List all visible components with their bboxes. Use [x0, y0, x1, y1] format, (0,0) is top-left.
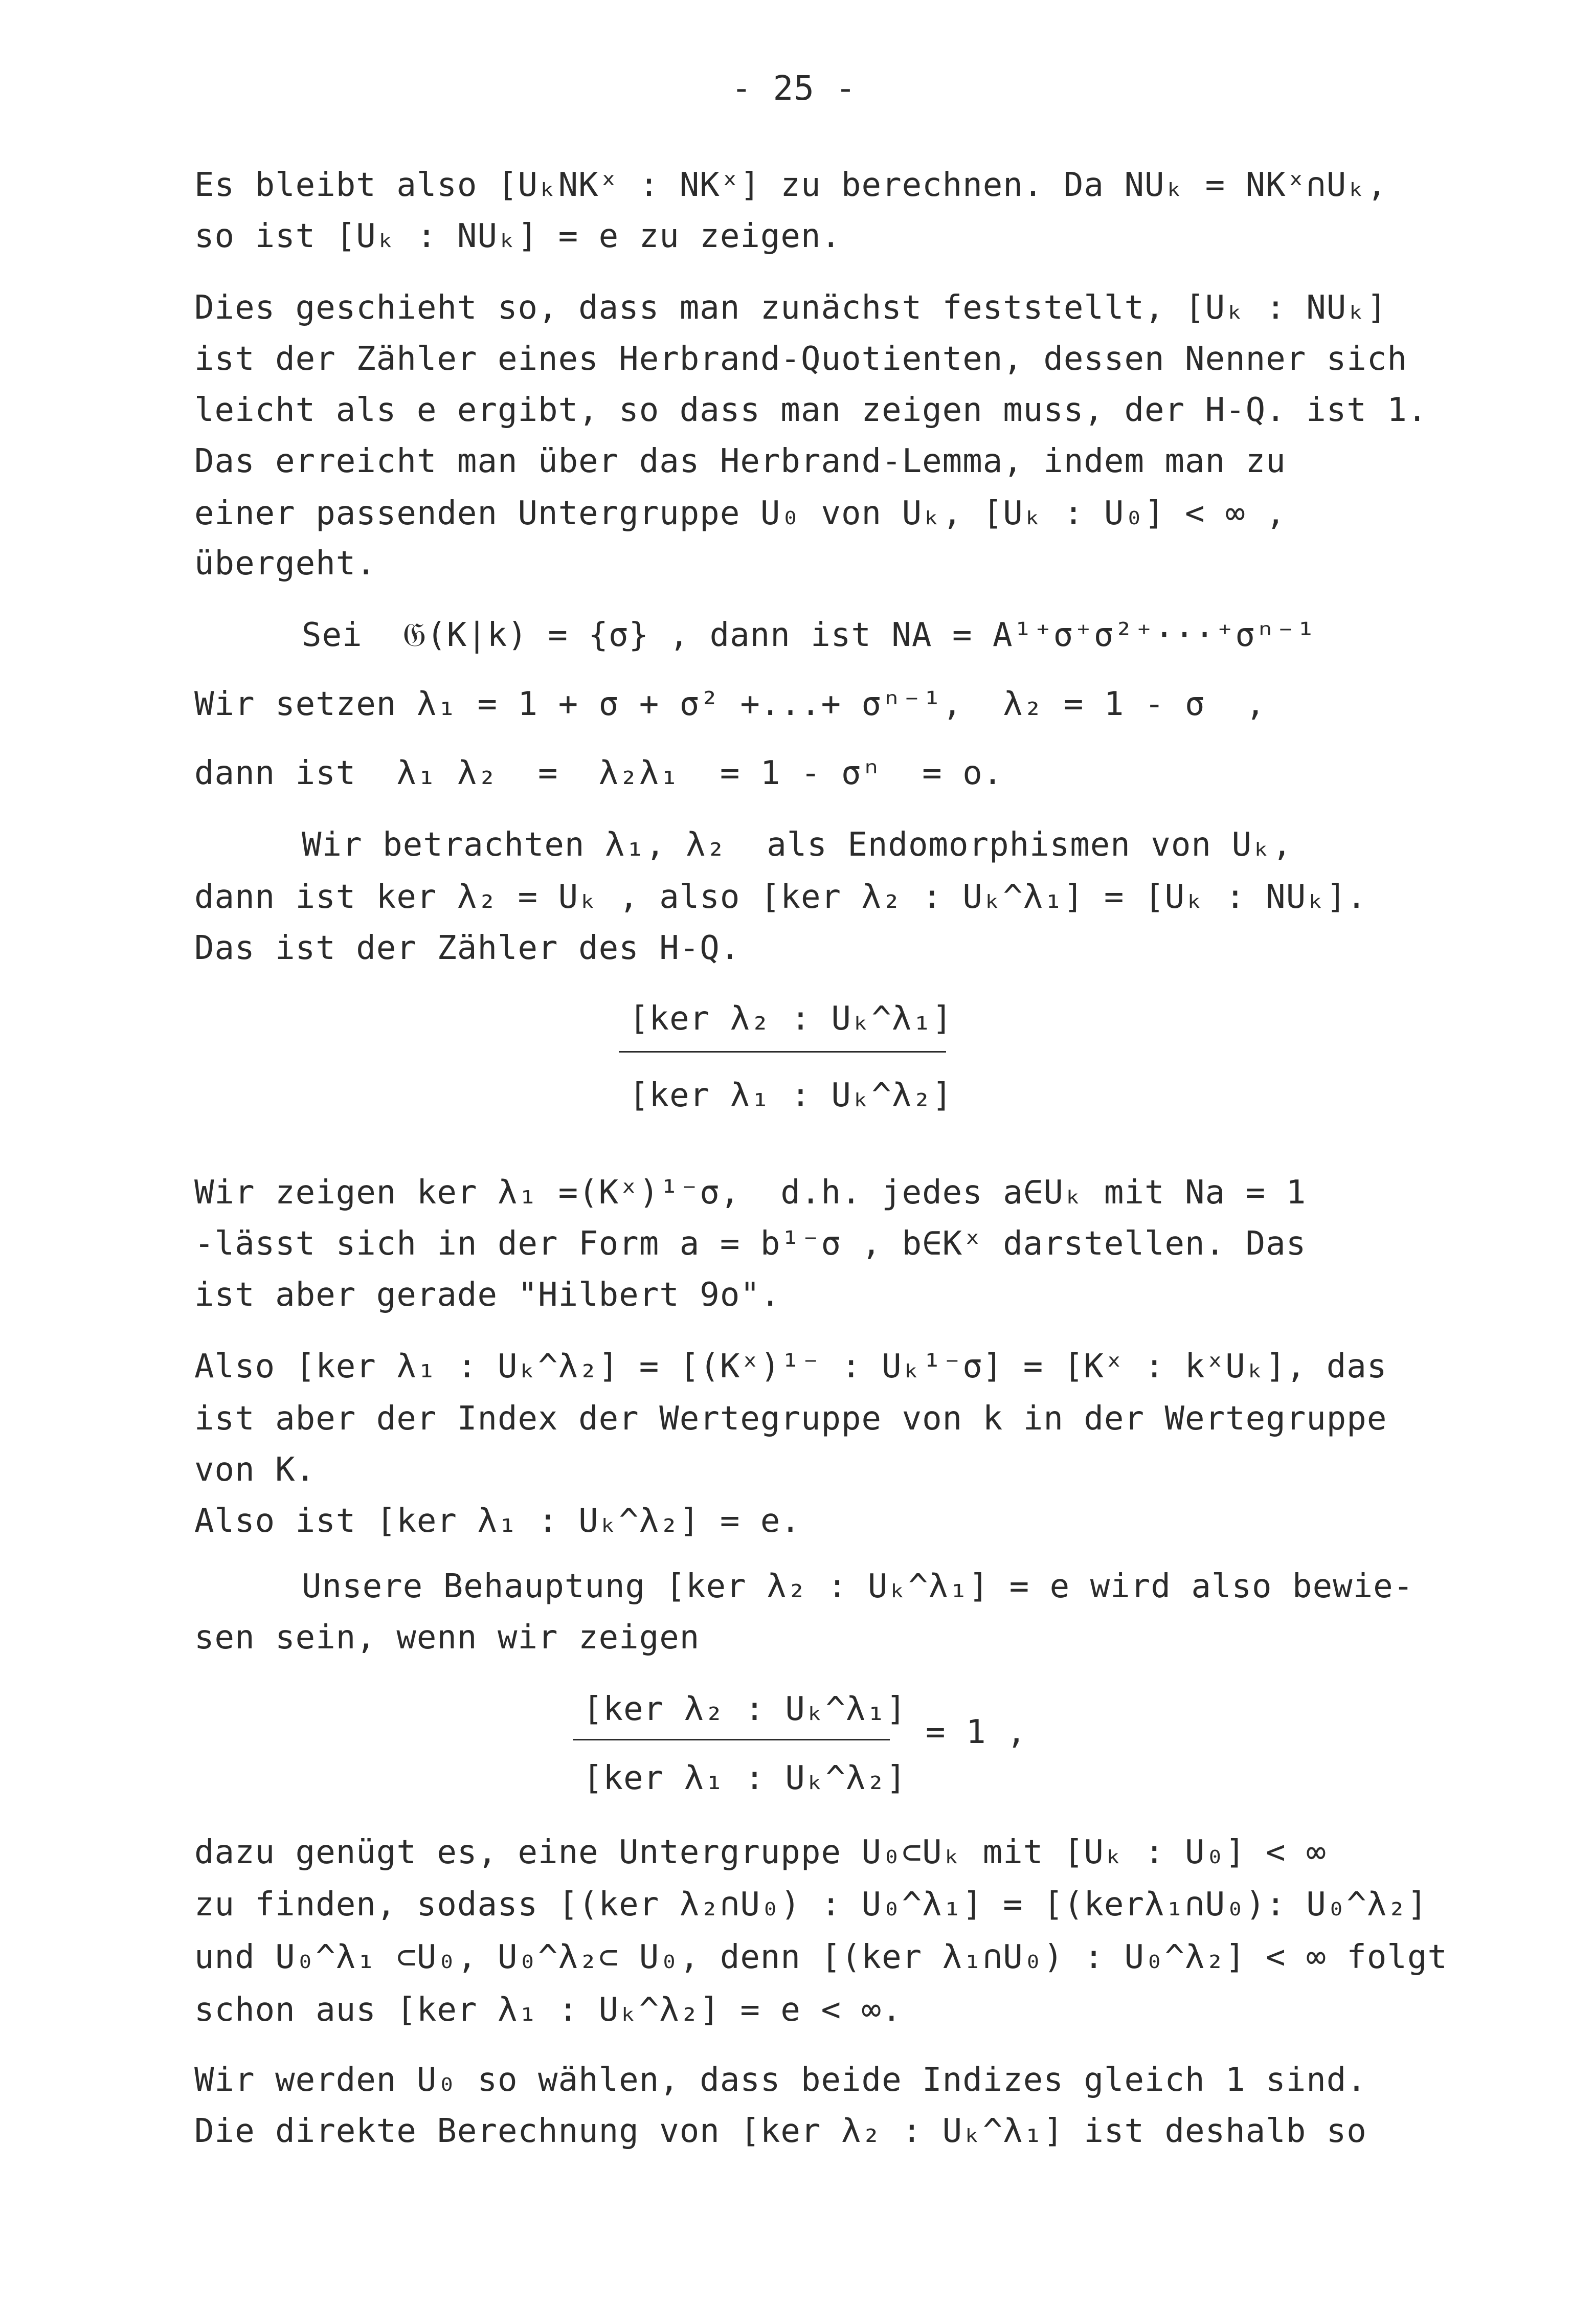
text-line-5: leicht als e ergibt, so dass man zeigen muss, der H-Q. ist 1.	[194, 391, 1428, 429]
text-line-29: dazu genügt es, eine Untergruppe U₀⊂Uₖ mit [Uₖ : U₀] < ∞	[194, 1834, 1327, 1871]
text-line-7: einer passenden Untergruppe U₀ von Uₖ, [Uₖ : U₀] < ∞ ,	[194, 495, 1286, 532]
text-line-31: und U₀^λ₁ ⊂U₀, U₀^λ₂⊂ U₀, denn [(ker λ₁∩U₀) : U₀^λ₂] < ∞ folgt	[194, 1938, 1448, 1976]
text-line-13: dann ist ker λ₂ = Uₖ , also [ker λ₂ : Uₖ^λ₁] = [Uₖ : NUₖ].	[194, 878, 1367, 916]
fraction-2-result: = 1 ,	[926, 1713, 1027, 1751]
text-line-17: Wir zeigen ker λ₁ =(Kˣ)¹⁻σ, d.h. jedes a∈Uₖ mit Na = 1	[194, 1174, 1307, 1212]
text-line-23: Also ist [ker λ₁ : Uₖ^λ₂] = e.	[194, 1502, 801, 1540]
text-line-33: Wir werden U₀ so wählen, dass beide Indizes gleich 1 sind.	[194, 2061, 1367, 2099]
text-line-12: Wir betrachten λ₁, λ₂ als Endomorphismen von Uₖ,	[302, 826, 1293, 864]
text-line-20: Also [ker λ₁ : Uₖ^λ₂] = [(Kˣ)¹⁻ : Uₖ¹⁻σ] = [Kˣ : kˣUₖ], das	[194, 1348, 1387, 1386]
text-line-22: von K.	[194, 1451, 316, 1489]
text-line-34: Die direkte Berechnung von [ker λ₂ : Uₖ^λ₁] ist deshalb so	[194, 2112, 1367, 2150]
text-line-2: so ist [Uₖ : NUₖ] = e zu zeigen.	[194, 217, 841, 255]
fraction-1-numerator: [ker λ₂ : Uₖ^λ₁]	[629, 1000, 953, 1038]
text-line-18: -lässt sich in der Form a = b¹⁻σ , b∈Kˣ darstellen. Das	[194, 1225, 1307, 1263]
text-line-21: ist aber der Index der Wertegruppe von k in der Wertegruppe	[194, 1400, 1387, 1438]
fraction-2-numerator: [ker λ₂ : Uₖ^λ₁]	[583, 1690, 907, 1728]
fraction-1-denominator: [ker λ₁ : Uₖ^λ₂]	[629, 1077, 953, 1114]
text-line-24: Unsere Behauptung [ker λ₂ : Uₖ^λ₁] = e wird also bewie-	[302, 1568, 1414, 1605]
text-line-8: übergeht.	[194, 545, 376, 583]
fraction-2-denominator: [ker λ₁ : Uₖ^λ₂]	[583, 1759, 907, 1797]
fraction-2-bar	[573, 1739, 890, 1740]
text-line-25: sen sein, wenn wir zeigen	[194, 1619, 700, 1657]
text-line-4: ist der Zähler eines Herbrand-Quotienten, dessen Nenner sich	[194, 340, 1407, 378]
text-line-3: Dies geschieht so, dass man zunächst feststellt, [Uₖ : NUₖ]	[194, 289, 1387, 327]
fraction-1-bar	[619, 1051, 946, 1053]
text-line-32: schon aus [ker λ₁ : Uₖ^λ₂] = e < ∞.	[194, 1991, 902, 2029]
text-line-6: Das erreicht man über das Herbrand-Lemma, indem man zu	[194, 442, 1286, 480]
text-line-19: ist aber gerade "Hilbert 9o".	[194, 1276, 781, 1314]
text-line-11: dann ist λ₁ λ₂ = λ₂λ₁ = 1 - σⁿ = o.	[194, 754, 1003, 792]
text-line-9: Sei 𝔊(K|k) = {σ} , dann ist NA = A¹⁺σ⁺σ²⁺···⁺σⁿ⁻¹	[302, 616, 1316, 654]
text-line-1: Es bleibt also [UₖNKˣ : NKˣ] zu berechnen. Da NUₖ = NKˣ∩Uₖ,	[194, 166, 1387, 204]
page-number: - 25 -	[731, 69, 857, 108]
text-line-10: Wir setzen λ₁ = 1 + σ + σ² +...+ σⁿ⁻¹, λ₂ = 1 - σ ,	[194, 685, 1266, 723]
text-line-14: Das ist der Zähler des H-Q.	[194, 929, 740, 967]
text-line-30: zu finden, sodass [(ker λ₂∩U₀) : U₀^λ₁] = [(kerλ₁∩U₀): U₀^λ₂]	[194, 1886, 1428, 1924]
